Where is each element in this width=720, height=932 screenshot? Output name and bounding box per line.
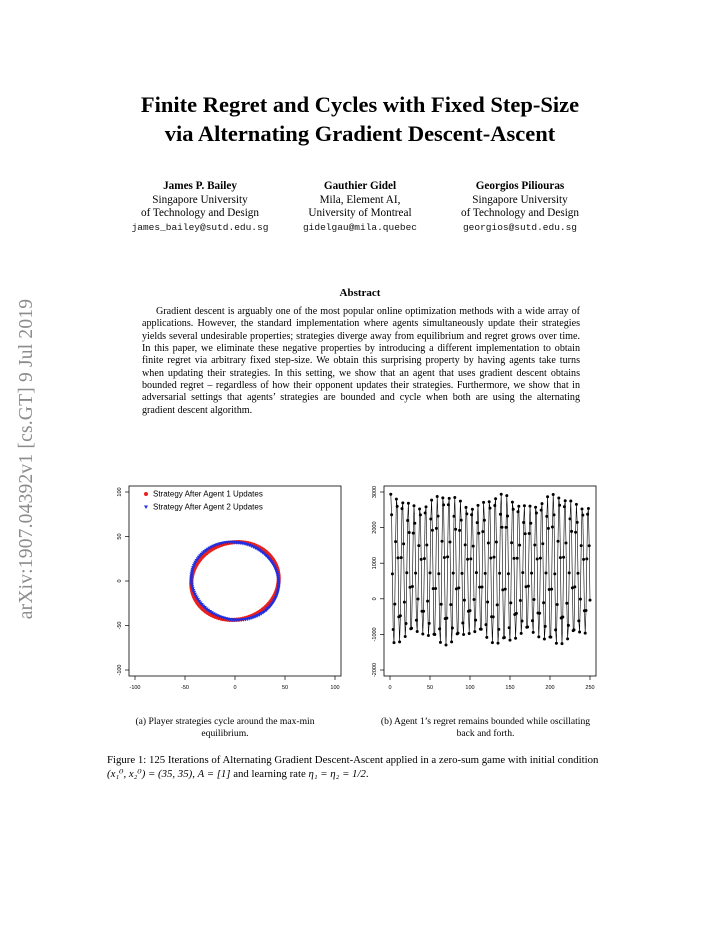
legend-marker-agent-1: [144, 492, 148, 496]
regret-point: [473, 598, 476, 601]
regret-point: [435, 527, 438, 530]
x-tick-label: 50: [426, 685, 434, 691]
regret-point: [454, 528, 457, 531]
regret-point: [587, 507, 590, 510]
chart-legend: [144, 490, 263, 512]
author-2: [285, 180, 435, 234]
regret-point: [465, 512, 468, 515]
regret-point: [512, 508, 515, 511]
regret-point: [584, 632, 587, 635]
x-tick-label: 250: [585, 685, 595, 691]
title-line-2: via Alternating Gradient Descent-Ascent: [164, 121, 556, 146]
regret-point: [494, 497, 497, 500]
regret-point: [531, 619, 534, 622]
regret-point: [418, 507, 421, 510]
regret-point: [405, 622, 408, 625]
regret-point: [499, 513, 502, 516]
regret-point: [473, 630, 476, 633]
regret-point: [585, 557, 588, 560]
regret-point: [526, 626, 529, 629]
caption-end: .: [365, 767, 369, 780]
regret-point: [414, 572, 417, 575]
regret-point: [453, 496, 456, 499]
regret-point: [551, 525, 554, 528]
regret-point: [530, 572, 533, 575]
x-tick-label: 100: [465, 685, 475, 691]
regret-point: [521, 620, 524, 623]
regret-point: [489, 507, 492, 510]
x-tick-label: 100: [330, 685, 340, 691]
regret-point: [559, 556, 562, 559]
abstract-body: [142, 306, 580, 417]
regret-point: [421, 632, 424, 635]
regret-point: [534, 506, 537, 509]
regret-point: [441, 540, 444, 543]
strategy-cycle-chart: [113, 482, 345, 694]
regret-point: [401, 507, 404, 510]
regret-point: [581, 508, 584, 511]
regret-point: [404, 635, 407, 638]
regret-point: [563, 505, 566, 508]
regret-point: [429, 571, 432, 574]
regret-point: [505, 494, 508, 497]
regret-point: [429, 518, 432, 521]
regret-point: [511, 501, 514, 504]
regret-point: [581, 514, 584, 517]
regret-line: [391, 494, 590, 645]
regret-point: [576, 521, 579, 524]
regret-point: [485, 636, 488, 639]
regret-point: [468, 632, 471, 635]
regret-point: [529, 522, 532, 525]
regret-point: [535, 512, 538, 515]
y-tick-label: -1000: [372, 627, 378, 642]
regret-point: [498, 572, 501, 575]
regret-point: [500, 493, 503, 496]
regret-point: [552, 493, 555, 496]
regret-point: [413, 504, 416, 507]
regret-point: [477, 532, 480, 535]
regret-point: [489, 557, 492, 560]
regret-point: [588, 544, 591, 547]
regret-point: [493, 556, 496, 559]
y-tick-label: 0: [117, 579, 123, 583]
regret-point: [529, 505, 532, 508]
regret-point: [523, 504, 526, 507]
regret-point: [513, 557, 516, 560]
regret-point: [401, 501, 404, 504]
regret-point: [450, 640, 453, 643]
regret-point: [575, 503, 578, 506]
legend-label-agent-1: Strategy After Agent 1 Updates: [153, 489, 263, 499]
regret-point: [417, 597, 420, 600]
regret-point: [485, 623, 488, 626]
regret-point: [547, 527, 550, 530]
regret-point: [403, 601, 406, 604]
regret-point: [497, 642, 500, 645]
regret-point: [573, 628, 576, 631]
regret-point: [569, 500, 572, 503]
regret-point: [466, 558, 469, 561]
regret-point: [509, 639, 512, 642]
author-affiliation: of Technology and Design: [140, 207, 259, 220]
regret-point: [431, 529, 434, 532]
author-affiliation: Mila, Element AI,: [319, 193, 401, 206]
regret-point: [567, 624, 570, 627]
x-tick-label: 150: [505, 685, 515, 691]
plot-frame: [129, 486, 341, 676]
author-email[interactable]: james_bailey@sutd.edu.sg: [131, 221, 269, 233]
regret-point: [393, 641, 396, 644]
regret-point: [558, 504, 561, 507]
regret-point: [472, 545, 475, 548]
regret-point: [553, 572, 556, 575]
author-affiliation: University of Montreal: [308, 207, 412, 220]
regret-point: [390, 513, 393, 516]
regret-point: [585, 609, 588, 612]
regret-point: [532, 631, 535, 634]
regret-point: [545, 515, 548, 518]
y-tick-label: 100: [117, 487, 123, 497]
x-tick-label: 50: [281, 685, 289, 691]
regret-point: [420, 558, 423, 561]
regret-point: [417, 544, 420, 547]
regret-point: [412, 532, 415, 535]
regret-point: [405, 571, 408, 574]
regret-point: [561, 642, 564, 645]
arxiv-stamp: arXiv:1907.04392v1 [cs.GT] 9 Jul 2019: [16, 298, 37, 620]
regret-point: [541, 542, 544, 545]
caption-separator: ,: [192, 767, 198, 780]
regret-point: [399, 614, 402, 617]
y-tick-label: -50: [117, 621, 123, 630]
regret-point: [539, 557, 542, 560]
regret-point: [549, 636, 552, 639]
regret-point: [579, 598, 582, 601]
caption-initial-condition: (x₁⁰, x₂⁰) = (35, 35): [107, 767, 193, 780]
regret-point: [521, 571, 524, 574]
regret-point: [449, 541, 452, 544]
y-tick-label: 3000: [372, 485, 378, 499]
regret-point: [393, 603, 396, 606]
regret-point: [555, 642, 558, 645]
regret-point: [542, 601, 545, 604]
regret-point: [461, 622, 464, 625]
regret-point: [464, 543, 467, 546]
regret-point: [437, 515, 440, 518]
regret-point: [425, 544, 428, 547]
regret-point: [445, 617, 448, 620]
regret-point: [487, 541, 490, 544]
regret-point: [398, 640, 401, 643]
regret-point: [504, 588, 507, 591]
regret-point: [566, 637, 569, 640]
regret-point: [389, 493, 392, 496]
figure-1a-plot: [113, 482, 345, 694]
regret-point: [565, 542, 568, 545]
regret-point: [446, 555, 449, 558]
regret-point: [481, 530, 484, 533]
regret-point: [451, 626, 454, 629]
regret-point: [480, 628, 483, 631]
regret-point: [518, 544, 521, 547]
regret-point: [411, 585, 414, 588]
regret-point: [465, 506, 468, 509]
regret-point: [544, 625, 547, 628]
author-affiliation: Singapore University: [472, 193, 568, 206]
regret-point: [520, 632, 523, 635]
regret-point: [491, 641, 494, 644]
regret-point: [460, 519, 463, 522]
regret-point: [507, 572, 510, 575]
regret-point: [541, 502, 544, 505]
x-tick-label: 0: [233, 685, 237, 691]
regret-point: [553, 513, 556, 516]
regret-point: [546, 495, 549, 498]
abstract-heading: Abstract: [339, 287, 381, 299]
regret-point: [564, 499, 567, 502]
regret-point: [554, 628, 557, 631]
regret-point: [426, 600, 429, 603]
regret-point: [439, 641, 442, 644]
figure-caption: [107, 754, 615, 781]
regret-point: [514, 637, 517, 640]
regret-point: [391, 572, 394, 575]
caption-learning-rate: η₁ = η₂ = 1/2: [308, 767, 366, 780]
regret-point: [422, 610, 425, 613]
regret-point: [458, 529, 461, 532]
y-tick-label: 50: [117, 533, 123, 540]
regret-point: [474, 619, 477, 622]
regret-point: [577, 619, 580, 622]
regret-point: [492, 615, 495, 618]
regret-point: [515, 612, 518, 615]
author-email[interactable]: gidelgau@mila.quebec: [302, 221, 418, 233]
regret-point: [582, 558, 585, 561]
regret-point: [510, 541, 513, 544]
regret-point: [545, 572, 548, 575]
regret-point: [516, 557, 519, 560]
regret-point: [508, 626, 511, 629]
abstract-text: Gradient descent is arguably one of the most popular online optimization methods with a wide array of applications. However, the standard implementation where agents simultaneously update their strategies yields several undesirable properties; strategies diverge away from equilibrium and regret grows over time. In this paper, we eliminate these negative properties by introducing a different implementation to obtain finite regret via arbitrary fixed step-size. We obtain this surprising property by having agents take turns when updating their strategies. In this setting, we show that an agent that uses gradient descent obtains bounded regret – regardless of how their opponent updates their strategies. Furthermore, we show that in adversarial settings that agents’ strategies are bounded and cycle when both are using the alternating gradient descent algorithm.: [142, 306, 580, 416]
regret-point: [425, 505, 428, 508]
regret-point: [461, 572, 464, 575]
regret-point: [392, 628, 395, 631]
regret-point: [577, 572, 580, 575]
regret-point: [436, 495, 439, 498]
regret-point: [557, 496, 560, 499]
regret-point: [483, 519, 486, 522]
regret-point: [482, 501, 485, 504]
y-tick-label: 0: [372, 597, 378, 601]
regret-point: [424, 512, 427, 515]
regret-point: [475, 571, 478, 574]
regret-point: [568, 571, 571, 574]
regret-point: [562, 556, 565, 559]
regret-point: [396, 505, 399, 508]
regret-point: [440, 603, 443, 606]
subcaption-a: (a) Player strategies cycle around the max-min equilibrium.: [135, 716, 315, 739]
regret-point: [484, 572, 487, 575]
author-name: Georgios Piliouras: [475, 180, 565, 192]
author-affiliation: of Technology and Design: [460, 207, 579, 220]
regret-point: [519, 599, 522, 602]
regret-point: [586, 513, 589, 516]
regret-point: [533, 544, 536, 547]
x-tick-label: 200: [545, 685, 555, 691]
paper-title: [0, 90, 720, 148]
x-tick-label: -50: [181, 685, 189, 691]
regret-point: [442, 503, 445, 506]
regret-point: [427, 634, 430, 637]
regret-point: [423, 557, 426, 560]
regret-point: [452, 572, 455, 575]
y-tick-label: 1000: [372, 557, 378, 570]
x-tick-label: -100: [129, 685, 141, 691]
regret-point: [497, 628, 500, 631]
regret-point: [457, 586, 460, 589]
regret-point: [469, 609, 472, 612]
regret-point: [570, 530, 573, 533]
regret-point: [486, 601, 489, 604]
regret-point: [476, 521, 479, 524]
regret-point: [493, 504, 496, 507]
regret-point: [557, 540, 560, 543]
regret-point: [517, 510, 520, 513]
author-1: [115, 180, 285, 234]
regret-point: [428, 622, 431, 625]
author-email[interactable]: georgios@sutd.edu.sg: [462, 221, 578, 233]
title-line-1: Finite Regret and Cycles with Fixed Step-Size: [140, 92, 580, 117]
regret-point: [495, 540, 498, 543]
regret-point: [419, 513, 422, 516]
regret-point: [406, 519, 409, 522]
regret-point: [443, 556, 446, 559]
regret-point: [517, 505, 520, 508]
regret-point: [402, 542, 405, 545]
regret-point: [408, 531, 411, 534]
regret-point: [528, 532, 531, 535]
regret-point: [574, 531, 577, 534]
legend-label-agent-2: Strategy After Agent 2 Updates: [153, 502, 263, 512]
regret-point: [400, 556, 403, 559]
regret-point: [413, 522, 416, 525]
regret-point: [470, 513, 473, 516]
regret-point: [415, 619, 418, 622]
regret-point: [488, 500, 491, 503]
regret-point: [462, 633, 465, 636]
regret-point: [578, 631, 581, 634]
regret-point: [445, 644, 448, 647]
regret-point: [410, 627, 413, 630]
caption-lead: Figure 1: 125 Iterations of Alternating Gradient Descent-Ascent applied in a zero-sum game with initial condition: [107, 754, 599, 766]
regret-point: [538, 612, 541, 615]
regret-point: [496, 603, 499, 606]
regret-point: [481, 585, 484, 588]
caption-separator: and learning rate: [230, 767, 309, 780]
regret-point: [457, 632, 460, 635]
caption-matrix: A = [1]: [197, 767, 231, 780]
regret-point: [533, 598, 536, 601]
regret-point: [407, 502, 410, 505]
regret-point: [580, 544, 583, 547]
regret-point: [449, 603, 452, 606]
regret-point: [501, 526, 504, 529]
regret-point: [448, 497, 451, 500]
author-name: Gauthier Gidel: [323, 180, 397, 192]
regret-point: [397, 556, 400, 559]
regret-point: [430, 499, 433, 502]
regret-point: [537, 635, 540, 638]
regret-point: [509, 601, 512, 604]
legend-marker-agent-2: [144, 506, 148, 510]
regret-point: [434, 587, 437, 590]
regret-point: [550, 588, 553, 591]
regret-point: [569, 517, 572, 520]
regret-point: [471, 508, 474, 511]
regret-point: [447, 503, 450, 506]
regret-point: [453, 515, 456, 518]
y-tick-label: 2000: [372, 521, 378, 534]
regret-point: [441, 496, 444, 499]
regret-point: [469, 557, 472, 560]
regret-point: [506, 515, 509, 518]
regret-point: [477, 504, 480, 507]
regret-point: [543, 638, 546, 641]
y-tick-label: -100: [117, 664, 123, 676]
regret-point: [437, 572, 440, 575]
figure-1b-plot: [368, 482, 600, 694]
regret-point: [463, 599, 466, 602]
y-tick-label: -2000: [372, 662, 378, 678]
regret-point: [394, 540, 397, 543]
subcaption-b: (b) Agent 1’s regret remains bounded while oscillating back and forth.: [380, 716, 591, 739]
regret-point: [524, 532, 527, 535]
regret-point: [556, 603, 559, 606]
regret-point: [505, 526, 508, 529]
regret-point: [561, 616, 564, 619]
regret-point: [522, 521, 525, 524]
x-tick-label: 0: [388, 685, 392, 691]
regret-point: [589, 599, 592, 602]
regret-point: [438, 627, 441, 630]
author-name: James P. Bailey: [163, 180, 237, 192]
regret-point: [565, 602, 568, 605]
regret-point: [433, 633, 436, 636]
regret-point: [416, 630, 419, 633]
regret-point: [527, 585, 530, 588]
regret-point: [536, 557, 539, 560]
author-3: [435, 180, 605, 234]
author-affiliation: Singapore University: [152, 193, 248, 206]
regret-point: [459, 500, 462, 503]
regret-point: [573, 585, 576, 588]
regret-oscillation-chart: [368, 482, 600, 694]
regret-point: [503, 636, 506, 639]
regret-point: [540, 509, 543, 512]
regret-point: [395, 498, 398, 501]
